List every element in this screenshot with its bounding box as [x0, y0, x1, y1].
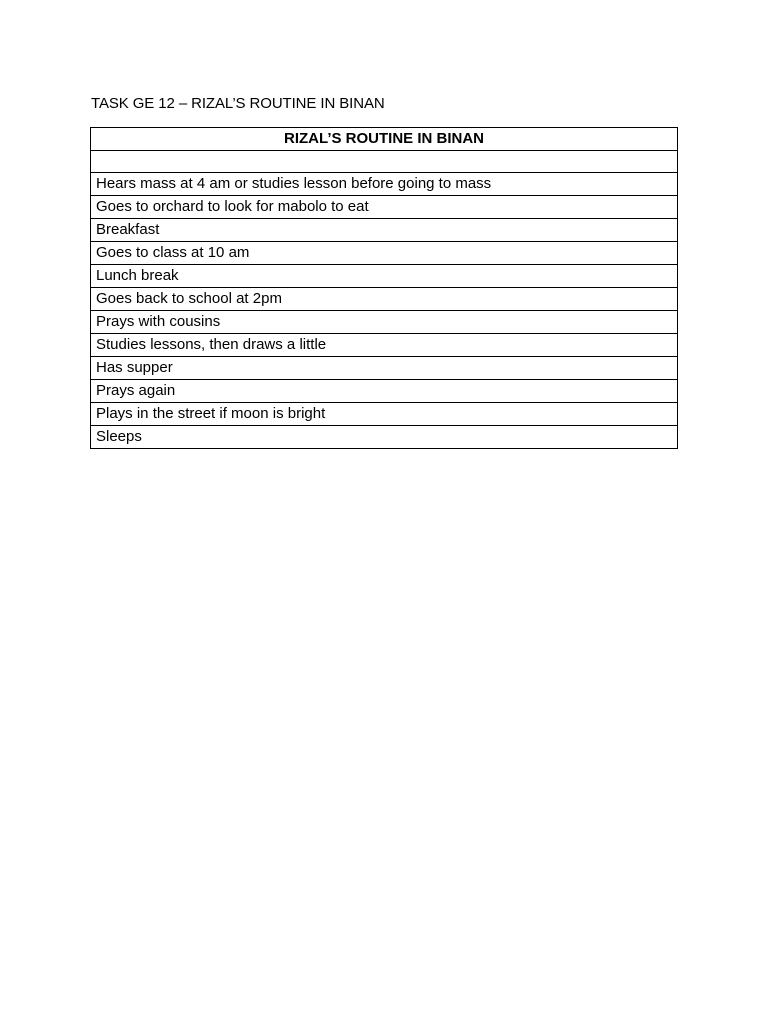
table-cell: Goes to class at 10 am	[91, 242, 678, 265]
table-row	[91, 380, 678, 403]
table-cell: Plays in the street if moon is bright	[91, 403, 678, 426]
empty-cell	[91, 151, 678, 173]
empty-row	[91, 151, 678, 173]
table-cell: Prays again	[91, 380, 678, 403]
table-row	[91, 242, 678, 265]
table-row	[91, 334, 678, 357]
table-row	[91, 173, 678, 196]
table-cell: Studies lessons, then draws a little	[91, 334, 678, 357]
table-row	[91, 288, 678, 311]
table-row	[91, 265, 678, 288]
table-row	[91, 311, 678, 334]
table-row	[91, 426, 678, 449]
table-cell: Lunch break	[91, 265, 678, 288]
table-header-row	[91, 128, 678, 151]
table-header: RIZAL’S ROUTINE IN BINAN	[91, 128, 678, 151]
table-row	[91, 196, 678, 219]
table-row	[91, 219, 678, 242]
table-row	[91, 403, 678, 426]
table-cell: Sleeps	[91, 426, 678, 449]
table-cell: Goes back to school at 2pm	[91, 288, 678, 311]
document-title: TASK GE 12 – RIZAL’S ROUTINE IN BINAN	[91, 95, 385, 112]
table-cell: Has supper	[91, 357, 678, 380]
table-cell: Hears mass at 4 am or studies lesson before going to mass	[91, 173, 678, 196]
table-cell: Breakfast	[91, 219, 678, 242]
routine-table	[90, 127, 678, 449]
table-cell: Prays with cousins	[91, 311, 678, 334]
table-row	[91, 357, 678, 380]
table-cell: Goes to orchard to look for mabolo to eat	[91, 196, 678, 219]
